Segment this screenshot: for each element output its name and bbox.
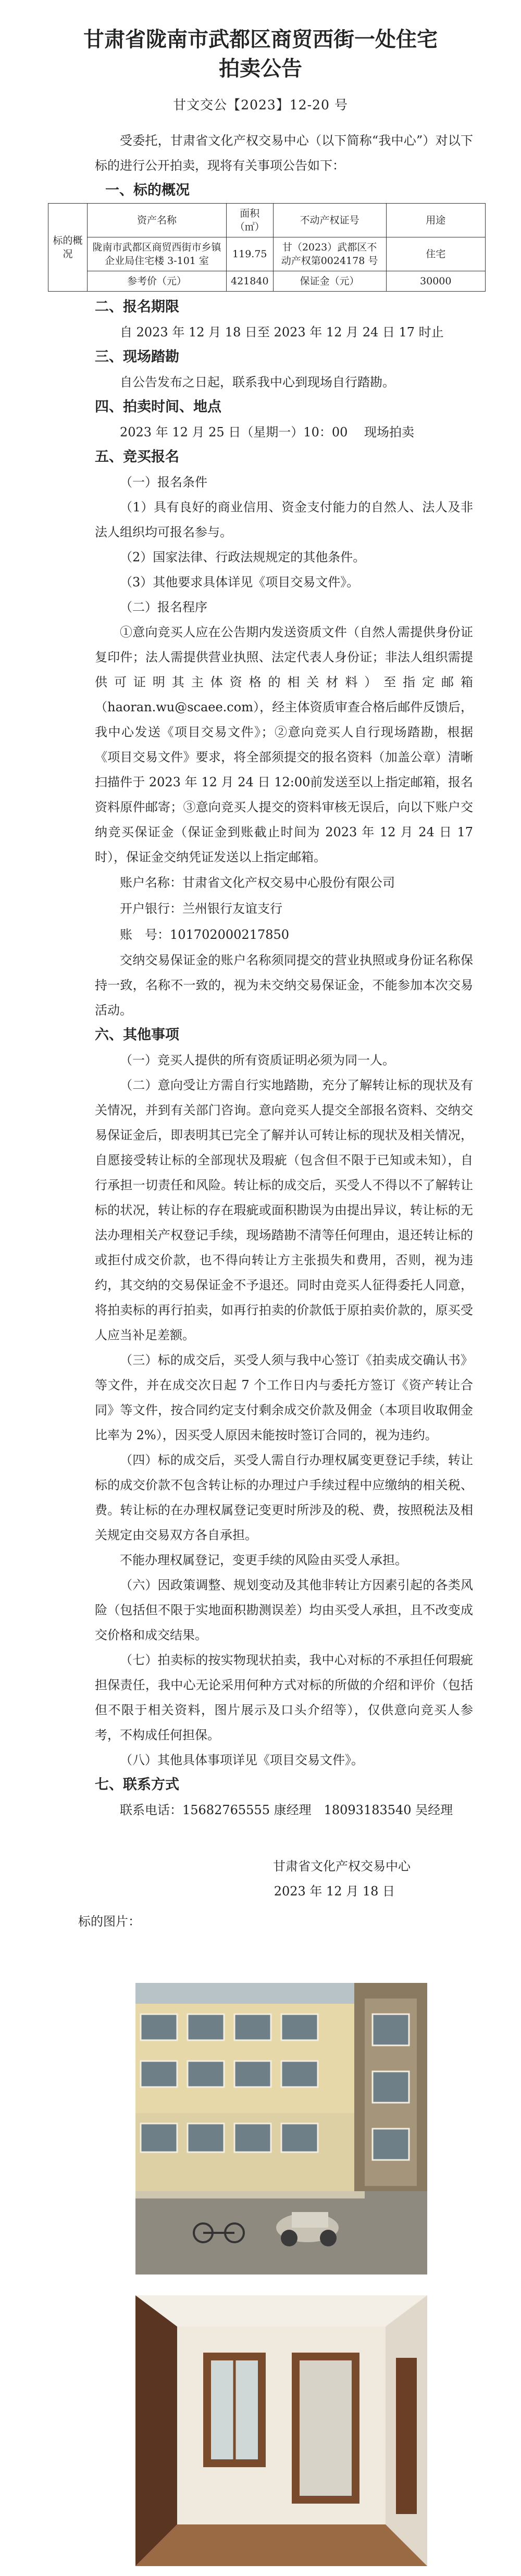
title-line-1: 甘肃省陇南市武都区商贸西街一处住宅 [83, 27, 438, 52]
overview-table [48, 203, 486, 292]
bank-branch: 开户银行：兰州银行友谊支行 [120, 901, 282, 916]
inspection-text: 自公告发布之日起，联系我中心到现场自行踏勘。 [120, 375, 395, 389]
header-use: 用途 [386, 204, 485, 237]
document-body [0, 128, 521, 203]
cell-area: 119.75 [227, 237, 274, 271]
cell-dep-label: 保证金（元） [273, 271, 386, 292]
other-item-6: （六）因政策调整、规划变动及其他非转让方因素引起的各类风险（包括但不限于实地面积勘测误差）均由买受人承担，且不改变成交价格和成交结果。 [95, 1578, 473, 1642]
section-heading-other: 六、其他事项 [95, 1027, 179, 1043]
intro-paragraph: 受委托，甘肃省文化产权交易中心（以下简称“我中心”）对以下标的进行公开拍卖，现将有关事项公告如下： [95, 133, 473, 173]
signature-organization: 甘肃省文化产权交易中心 [273, 1859, 411, 1874]
period-text: 自 2023 年 12 月 18 日至 2023 年 12 月 24 日 17 时止 [120, 325, 444, 340]
document-number: 甘文交公【2023】12-20 号 [173, 97, 348, 112]
deposit-note: 交纳交易保证金的账户名称须同提交的营业执照或身份证名称保持一致，名称不一致的，视为未交纳交易保证金，不能参加本次交易活动。 [95, 953, 473, 1017]
signature-date: 2023 年 12 月 18 日 [274, 1884, 395, 1899]
condition-2: （2）国家法律、行政法规规定的其他条件。 [120, 550, 366, 564]
building-exterior-photo [135, 1983, 427, 2275]
cell-ref-label: 参考价（元） [88, 271, 227, 292]
section-heading-registration: 五、竞买报名 [95, 449, 179, 465]
photo-label: 标的图片： [78, 1914, 141, 1929]
title-line-2: 拍卖公告 [219, 56, 302, 81]
other-item-1: （一）竞买人提供的所有资质证明必须为同一人。 [120, 1053, 395, 1067]
header-cert: 不动产权证号 [273, 204, 386, 237]
header-asset: 资产名称 [88, 204, 227, 237]
procedure-paragraph: ①意向竞买人应在公告期内发送资质文件（自然人需提供身份证复印件；法人需提供营业执照、法定代表人身份证；非法人组织需提供可证明其主体资格的相关材料）至指定邮箱（haoran.wu@scaee.com），经主体资质审查合格后邮件反馈后，我中心发送《项目交易文件》；②意向竞买人自行现场踏勘，根据《项目交易文件》要求，将全部须提交的报名资料（加盖公章）清晰扫描件于 2023 年 12 月 24 日 12:00前发送至以上指定邮箱，报名资料原件邮寄；③意向竞买人提交的资料审核无误后，向以下账户交纳竞买保证金（保证金到账截止时间为 2023 年 12 月 24 日 17 时），保证金交纳凭证发送以上指定邮箱。 [95, 625, 473, 864]
page-title [0, 0, 521, 83]
header-area: 面积（㎡） [227, 204, 274, 237]
interior-photo [135, 2295, 427, 2566]
cell-ref-value: 421840 [227, 271, 274, 292]
auction-time-text: 2023 年 12 月 25 日（星期一）10：00 现场拍卖 [120, 425, 415, 439]
condition-1: （1）具有良好的商业信用、资金支付能力的自然人、法人及非法人组织均可报名参与。 [95, 500, 473, 539]
section-heading-contact: 七、联系方式 [95, 1777, 179, 1793]
cell-dep-value: 30000 [386, 271, 485, 292]
section-heading-overview: 一、标的概况 [105, 182, 190, 198]
document-body-continued [0, 295, 521, 1904]
subheading-conditions: （一）报名条件 [120, 475, 207, 489]
other-item-5: 不能办理权属登记，变更手续的风险由买受人承担。 [120, 1553, 407, 1567]
building-exterior-image [135, 1983, 427, 2275]
section-heading-period: 二、报名期限 [95, 299, 179, 315]
condition-3: （3）其他要求具体详见《项目交易文件》。 [120, 575, 359, 589]
contact-text: 联系电话：15682765555 康经理 18093183540 吴经理 [120, 1803, 453, 1817]
other-item-3: （三）标的成交后，买受人须与我中心签订《拍卖成交确认书》等文件，并在成交次日起 7 个工作日内与委托方签订《资产转让合同》等文件，按合同约定支付剩余成交价款及佣金（本项目收取佣金比率为 2%），因买受人原因未能按时签订合同的，视为违约。 [95, 1353, 473, 1442]
table-row-label: 标的概况 [48, 204, 88, 292]
section-heading-auction-time: 四、拍卖时间、地点 [95, 399, 221, 415]
cell-cert: 甘（2023）武都区不动产权第0024178 号 [273, 237, 386, 271]
cell-asset: 陇南市武都区商贸西街市乡镇企业局住宅楼 3-101 室 [88, 237, 227, 271]
bank-account-name: 账户名称：甘肃省文化产权交易中心股份有限公司 [120, 875, 395, 890]
other-item-8: （八）其他具体事项详见《项目交易文件》。 [120, 1753, 364, 1767]
other-item-4: （四）标的成交后，买受人需自行办理权属变更登记手续，转让标的成交价款不包含转让标的办理过户手续过程中应缴纳的相关税、费。转让标的在办理权属登记变更时所涉及的税、费，按照税法及相关规定由交易双方各自承担。 [95, 1453, 473, 1542]
subheading-procedure: （二）报名程序 [120, 600, 207, 614]
bank-account-number: 账 号：101702000217850 [120, 927, 290, 942]
cell-use: 住宅 [386, 237, 485, 271]
other-item-7: （七）拍卖标的按实物现状拍卖，我中心对标的不承担任何瑕疵担保责任，我中心无论采用何种方式对标的所做的介绍和评价（包括但不限于相关资料，图片展示及口头介绍等），仅供意向竞买人参考，不构成任何担保。 [95, 1653, 473, 1742]
interior-image [135, 2295, 427, 2566]
other-item-2: （二）意向受让方需自行实地踏勘，充分了解转让标的现状及有关情况，并到有关部门咨询。意向竞买人提交全部报名资料、交纳交易保证金后，即表明其已完全了解并认可转让标的现状及相关情况，自愿接受转让标的全部现状及瑕疵（包含但不限于已知或未知），自行承担一切责任和风险。转让标的成交后，买受人不得以不了解转让标的状况，转让标的存在瑕疵或面积勘误为由提出异议，转让标的无法办理相关产权登记手续，现场踏勘不清等任何理由，退还转让标的或拒付成交价款，也不得向转让方主张损失和费用，否则，视为违约，其交纳的交易保证金不予退还。同时由竞买人征得委托人同意，将拍卖标的再行拍卖，如再行拍卖的价款低于原拍卖价款的，原买受人应当补足差额。 [95, 1078, 473, 1342]
section-heading-inspection: 三、现场踏勘 [95, 349, 179, 365]
